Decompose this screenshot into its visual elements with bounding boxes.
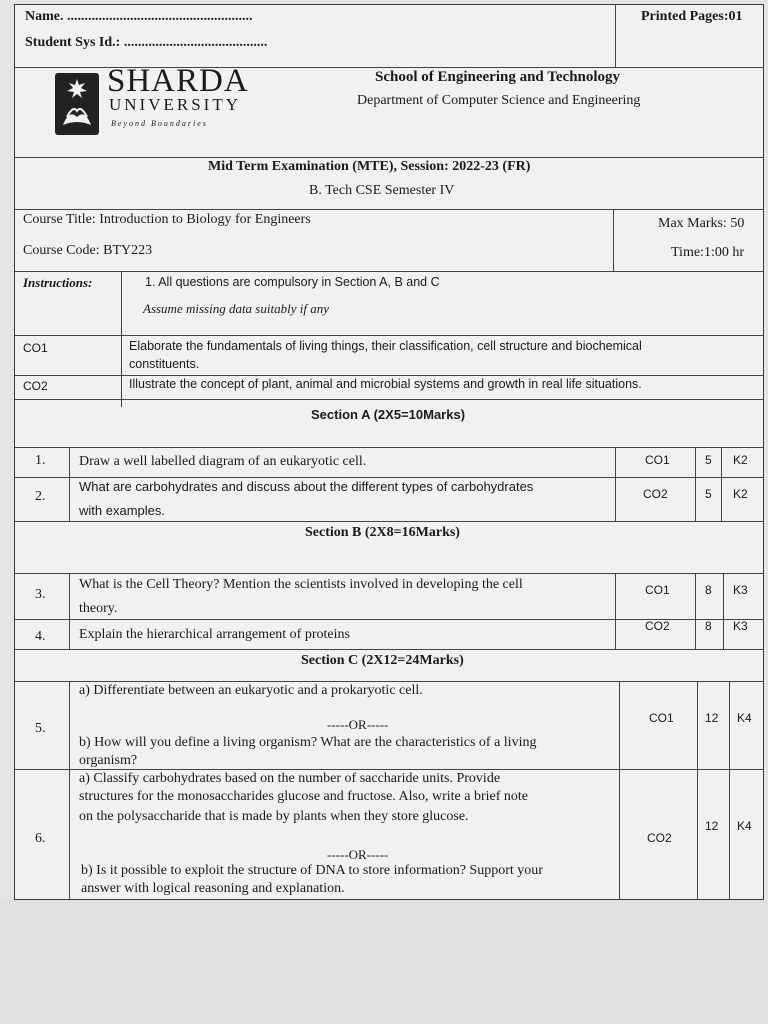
question-level: K3 xyxy=(733,619,748,633)
question-marks: 5 xyxy=(705,487,712,501)
divider xyxy=(613,209,614,271)
question-level: K2 xyxy=(733,487,748,501)
divider xyxy=(15,399,763,400)
question-text: What are carbohydrates and discuss about the different types of carbohydrates xyxy=(79,479,534,494)
instructions-label: Instructions: xyxy=(23,275,93,290)
divider xyxy=(615,5,616,67)
question-marks: 5 xyxy=(705,453,712,467)
question-marks: 12 xyxy=(705,819,719,833)
question-number: 2. xyxy=(35,489,46,504)
divider xyxy=(69,681,70,899)
question-co: CO2 xyxy=(645,619,670,633)
section-c-heading: Section C (2X12=24Marks) xyxy=(301,653,464,668)
question-level: K4 xyxy=(737,819,752,833)
question-text-cont: with examples. xyxy=(79,503,165,518)
question-number: 6. xyxy=(35,831,46,846)
divider xyxy=(15,769,763,770)
or-separator: -----OR----- xyxy=(327,717,389,732)
question-co: CO2 xyxy=(643,487,668,501)
question-co: CO2 xyxy=(647,831,672,845)
divider xyxy=(15,649,763,650)
course-code: Course Code: BTY223 xyxy=(23,243,153,258)
divider xyxy=(15,209,763,210)
question-text-cont: structures for the monosaccharides glucose and fructose. Also, write a brief note xyxy=(79,789,529,804)
printed-pages: Printed Pages:01 xyxy=(641,9,743,24)
divider xyxy=(69,447,70,521)
question-level: K4 xyxy=(737,711,752,725)
question-text-cont: theory. xyxy=(79,601,118,616)
question-level: K2 xyxy=(733,453,748,467)
divider xyxy=(695,447,696,521)
program-semester: B. Tech CSE Semester IV xyxy=(309,183,455,198)
divider xyxy=(121,271,122,407)
section-b-heading: Section B (2X8=16Marks) xyxy=(305,525,460,540)
question-number: 4. xyxy=(35,629,46,644)
divider xyxy=(15,447,763,448)
divider xyxy=(729,681,730,899)
logo-text-university: UNIVERSITY xyxy=(109,95,241,114)
question-marks: 12 xyxy=(705,711,719,725)
divider xyxy=(15,335,763,336)
outcome-text-co1: Elaborate the fundamentals of living things, their classification, cell structure and biochemical xyxy=(129,339,642,353)
question-text-cont: answer with logical reasoning and explanation. xyxy=(81,881,345,896)
section-a-heading: Section A (2X5=10Marks) xyxy=(311,407,466,422)
background-surface xyxy=(0,900,768,1024)
question-co: CO1 xyxy=(645,453,670,467)
divider xyxy=(69,573,70,649)
course-title: Course Title: Introduction to Biology for Engineers xyxy=(23,212,311,227)
divider xyxy=(15,681,763,682)
logo-tagline: Beyond Boundaries xyxy=(111,119,208,128)
exam-paper xyxy=(14,4,764,900)
divider xyxy=(15,521,763,522)
instruction-2: Assume missing data suitably if any xyxy=(143,301,329,316)
question-marks: 8 xyxy=(705,583,712,597)
exam-title: Mid Term Examination (MTE), Session: 2022-23 (FR) xyxy=(208,159,531,174)
question-number: 3. xyxy=(35,587,46,602)
divider xyxy=(723,573,724,649)
instruction-1: 1. All questions are compulsory in Section A, B and C xyxy=(145,275,440,289)
time-allowed: Time:1:00 hr xyxy=(671,245,744,260)
max-marks: Max Marks: 50 xyxy=(658,216,745,231)
divider xyxy=(615,573,616,649)
divider xyxy=(15,375,763,376)
outcome-text-co1-cont: constituents. xyxy=(129,357,200,371)
question-text: Explain the hierarchical arrangement of proteins xyxy=(79,627,350,642)
or-separator: -----OR----- xyxy=(327,847,389,862)
divider xyxy=(721,447,722,521)
divider xyxy=(615,447,616,521)
divider xyxy=(695,573,696,649)
divider xyxy=(15,477,763,478)
name-field-label: Name. ..................................................... xyxy=(25,9,253,24)
university-logo-icon xyxy=(55,73,99,135)
outcome-code-co1: CO1 xyxy=(23,341,48,355)
question-level: K3 xyxy=(733,583,748,597)
question-number: 1. xyxy=(35,453,46,468)
question-text: Draw a well labelled diagram of an eukaryotic cell. xyxy=(79,454,367,469)
divider xyxy=(15,573,763,574)
question-text-cont: on the polysaccharide that is made by plants when they store glucose. xyxy=(79,809,469,824)
question-text: What is the Cell Theory? Mention the scientists involved in developing the cell xyxy=(79,577,523,592)
question-co: CO1 xyxy=(649,711,674,725)
question-text-cont: organism? xyxy=(79,753,138,768)
student-id-label: Student Sys Id.: ......................................... xyxy=(25,35,268,50)
divider xyxy=(15,157,763,158)
divider xyxy=(697,681,698,899)
question-marks: 8 xyxy=(705,619,712,633)
school-name: School of Engineering and Technology xyxy=(375,69,621,85)
outcome-code-co2: CO2 xyxy=(23,379,48,393)
question-co: CO1 xyxy=(645,583,670,597)
question-text-option-b: b) Is it possible to exploit the structure of DNA to store information? Support your xyxy=(81,863,543,878)
department-name: Department of Computer Science and Engineering xyxy=(357,93,641,108)
divider xyxy=(15,271,763,272)
question-text: a) Classify carbohydrates based on the number of saccharide units. Provide xyxy=(79,771,501,786)
question-text-option-b: b) How will you define a living organism? What are the characteristics of a living xyxy=(79,735,537,750)
question-number: 5. xyxy=(35,721,46,736)
divider xyxy=(619,681,620,899)
question-text: a) Differentiate between an eukaryotic and a prokaryotic cell. xyxy=(79,683,423,698)
logo-text-sharda: SHARDA xyxy=(107,63,249,99)
outcome-text-co2: Illustrate the concept of plant, animal and microbial systems and growth in real life situations. xyxy=(129,377,642,391)
